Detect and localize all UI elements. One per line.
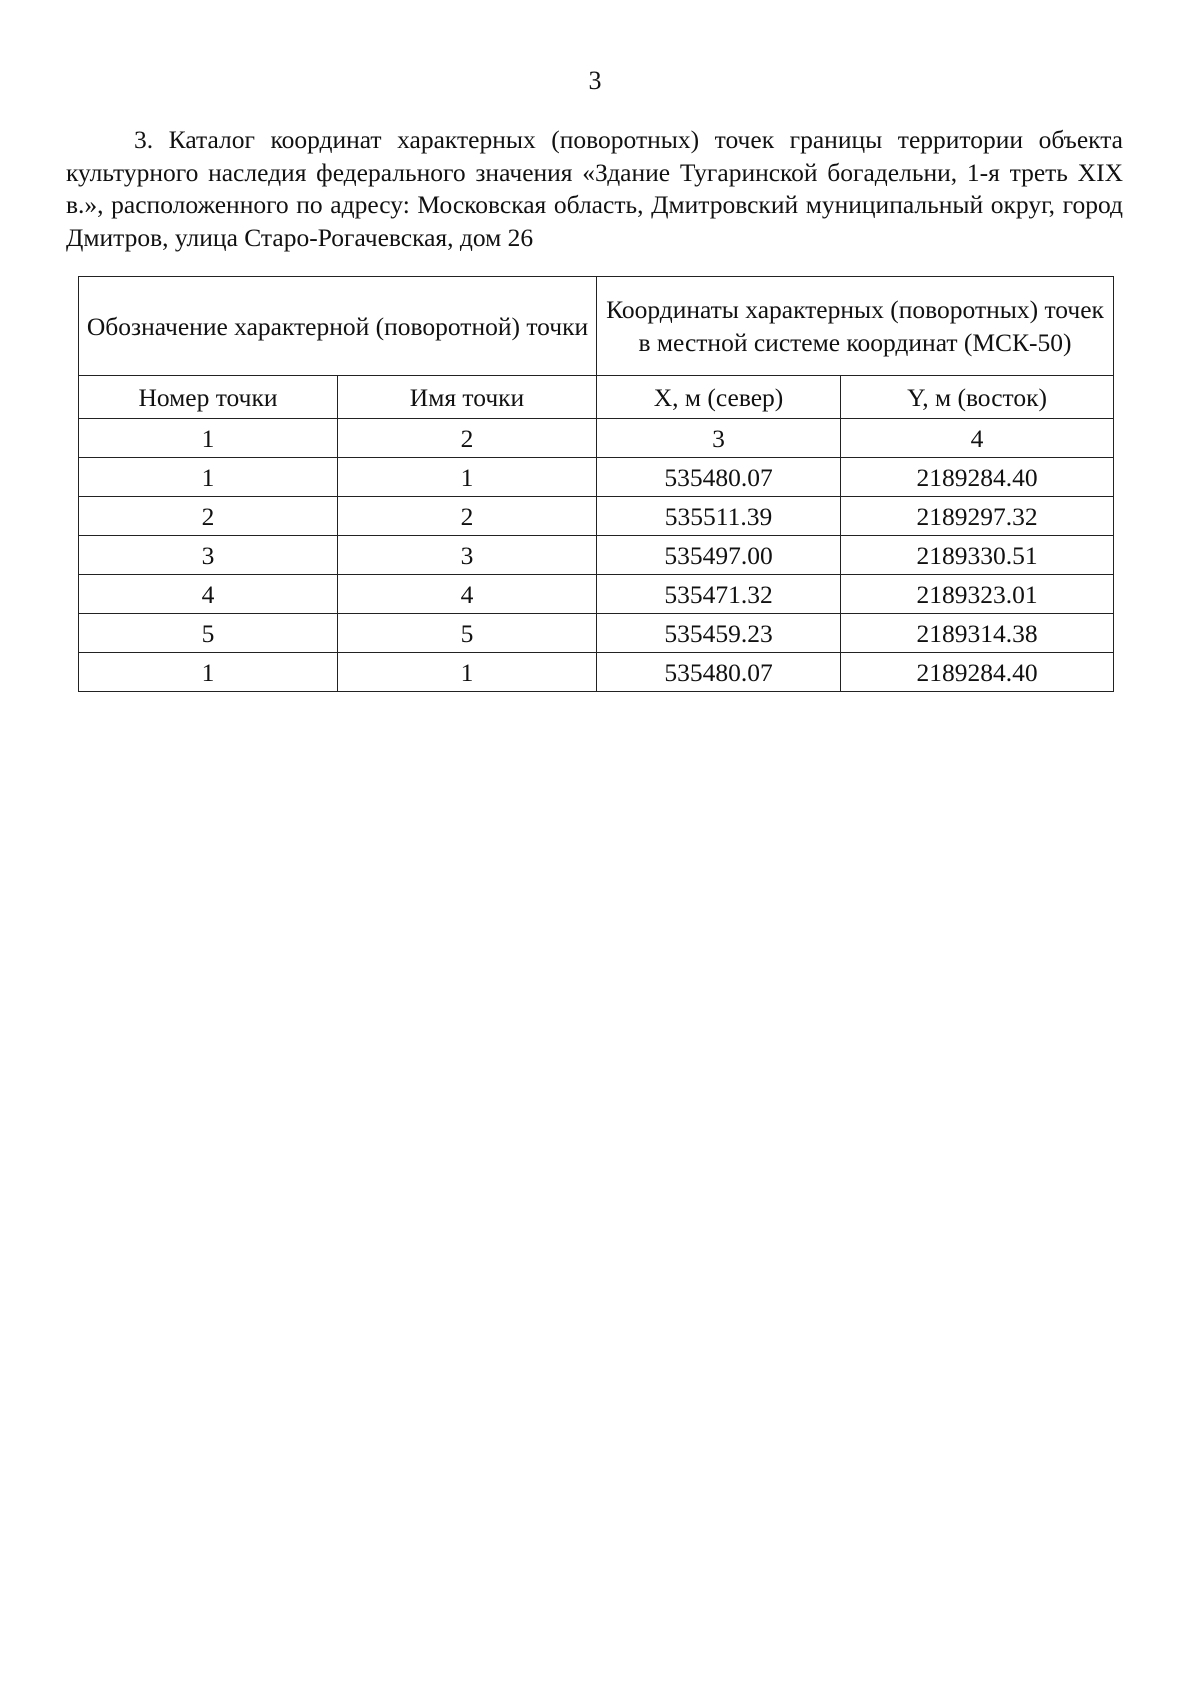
point-x: 535480.07 (597, 458, 841, 497)
point-name: 1 (338, 458, 597, 497)
point-x: 535480.07 (597, 653, 841, 692)
point-number: 2 (79, 497, 338, 536)
point-y: 2189314.38 (841, 614, 1114, 653)
table-header-row (79, 277, 1114, 376)
column-number: 3 (597, 419, 841, 458)
table-row (79, 458, 1114, 497)
point-y: 2189284.40 (841, 458, 1114, 497)
point-number: 1 (79, 653, 338, 692)
point-x: 535459.23 (597, 614, 841, 653)
point-number: 4 (79, 575, 338, 614)
header-coordinates: Координаты характерных (поворотных) точек в местной системе координат (МСК-50) (597, 277, 1114, 376)
col-x: X, м (север) (597, 376, 841, 419)
col-y: Y, м (восток) (841, 376, 1114, 419)
header-designation: Обозначение характерной (поворотной) точки (79, 277, 597, 376)
coordinates-table (78, 276, 1114, 692)
point-number: 1 (79, 458, 338, 497)
point-name: 4 (338, 575, 597, 614)
catalog-description: 3. Каталог координат характерных (поворотных) точек границы территории объекта культурного наследия федерального значения «Здание Тугаринской богадельни, 1-я треть XIX в.», расположенного по адресу: Московская область, Дмитровский муниципальный округ, город Дмитров, улица Старо-Рогачевская, дом 26 (66, 125, 1123, 252)
point-number: 5 (79, 614, 338, 653)
column-number: 2 (338, 419, 597, 458)
point-number: 3 (79, 536, 338, 575)
table-row (79, 575, 1114, 614)
table-row (79, 614, 1114, 653)
table-row (79, 653, 1114, 692)
table-row (79, 497, 1114, 536)
point-y: 2189297.32 (841, 497, 1114, 536)
point-x: 535471.32 (597, 575, 841, 614)
table-subheader-row (79, 376, 1114, 419)
point-name: 1 (338, 653, 597, 692)
point-x: 535497.00 (597, 536, 841, 575)
point-x: 535511.39 (597, 497, 841, 536)
table-row (79, 536, 1114, 575)
column-numbers-row (79, 419, 1114, 458)
column-number: 1 (79, 419, 338, 458)
point-y: 2189330.51 (841, 536, 1114, 575)
column-number: 4 (841, 419, 1114, 458)
col-point-number: Номер точки (79, 376, 338, 419)
point-y: 2189323.01 (841, 575, 1114, 614)
point-y: 2189284.40 (841, 653, 1114, 692)
col-point-name: Имя точки (338, 376, 597, 419)
point-name: 3 (338, 536, 597, 575)
point-name: 5 (338, 614, 597, 653)
point-name: 2 (338, 497, 597, 536)
page-number: 3 (588, 66, 602, 95)
